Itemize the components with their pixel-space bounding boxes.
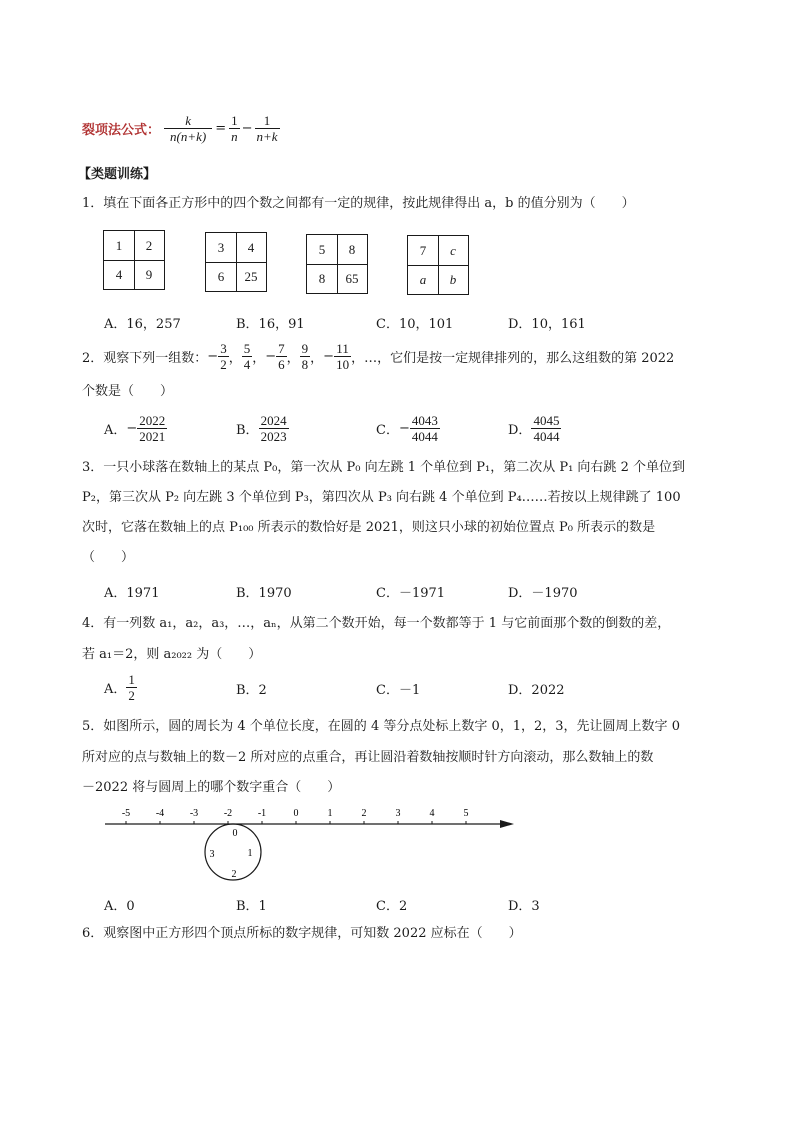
q4-line1: 4．有一列数 a₁，a₂，a₃，…，aₙ，从第二个数开始，每一个数都等于 1 与它前面那个数的倒数的差， — [82, 616, 671, 631]
q1-text: 1．填在下面各正方形中的四个数之间都有一定的规律，按此规律得出 a，b 的值分别为（ ） — [82, 196, 635, 211]
q2-opt-b-den: 2023 — [260, 428, 287, 444]
q1-s4-br: b — [449, 271, 457, 287]
q1-s3-tr: 8 — [348, 241, 356, 257]
q5-tick-label: -1 — [257, 808, 267, 819]
q2-option-b[interactable] — [236, 410, 289, 446]
q5-axis-ticks — [122, 808, 469, 824]
q2-opt-b-label: B． — [236, 422, 259, 438]
q1-square-2 — [205, 232, 267, 292]
q5-line2: 所对应的点与数轴上的数－2 所对应的点重合，再让圆沿着数轴按顺时针方向滚动，那么数轴上的数 — [82, 750, 654, 765]
q5-option-b[interactable]: B．1 — [236, 899, 267, 914]
q2-option-d[interactable] — [508, 410, 561, 446]
q5-tick-label: 2 — [361, 808, 367, 819]
q1-option-c[interactable]: C．10，101 — [376, 317, 454, 332]
q1-s1-tr: 2 — [145, 237, 153, 253]
formula-t1-den: n — [231, 128, 238, 144]
formula-label: 裂项法公式： — [82, 122, 161, 138]
section-title: 【类题训练】 — [78, 167, 157, 182]
q1-s1-bl: 4 — [115, 266, 123, 282]
q2-seq-2-num: 5 — [243, 340, 251, 356]
q2-seq-4-num: 9 — [301, 340, 309, 356]
q5-tick-label: -5 — [121, 808, 131, 819]
q2-opt-b-num: 2024 — [260, 412, 287, 428]
q2-opt-d-num: 4045 — [533, 412, 560, 428]
q2-opt-a-label: A． — [104, 422, 127, 438]
q2-opt-a-frac — [137, 413, 167, 444]
q2-opt-d-frac — [531, 413, 561, 444]
formula-t1-num: 1 — [231, 112, 238, 128]
q2-seq-1-sign: − — [207, 348, 219, 364]
q2-seq-sep: ， — [286, 350, 300, 366]
q4-option-d[interactable]: D．2022 — [508, 683, 565, 698]
q5-number-line-figure — [100, 800, 520, 890]
q2-seq-3-sign: − — [265, 348, 277, 364]
q2-seq-2-den: 4 — [243, 356, 251, 372]
q5-circle-label-left: 3 — [209, 849, 215, 860]
q3-line4: （ ） — [82, 550, 135, 565]
q2-seq-sep: ， — [310, 350, 324, 366]
q5-option-c[interactable]: C．2 — [376, 899, 408, 914]
q2-seq-sep: ， — [228, 350, 242, 366]
q1-s2-bl: 6 — [217, 268, 225, 284]
q3-line3: 次时，它落在数轴上的点 P₁₀₀ 所表示的数恰好是 2021，则这只小球的初始位置点 P₀ 所表示的数是 — [82, 520, 656, 535]
q2-opt-c-frac — [410, 413, 440, 444]
q2-option-a[interactable] — [104, 410, 167, 446]
q2-seq-1-num: 3 — [220, 340, 227, 356]
q4-opt-a-num: 1 — [128, 671, 135, 687]
q5-option-d[interactable]: D．3 — [508, 899, 540, 914]
q6-text: 6．观察图中正方形四个顶点所标的数字规律，可知数 2022 应标在（ ） — [82, 926, 522, 941]
formula-t2-den: n+k — [256, 128, 278, 144]
q4-option-c[interactable]: C．－1 — [376, 683, 421, 698]
q5-tick-label: 5 — [463, 808, 469, 819]
q1-s4-bl: a — [419, 271, 427, 287]
q5-tick-label: 4 — [429, 808, 435, 819]
q2-seq-5-den: 10 — [336, 356, 350, 372]
q1-option-a[interactable]: A．16，257 — [104, 317, 181, 332]
q5-tick-label: 1 — [327, 808, 333, 819]
q1-s3-br: 65 — [345, 270, 359, 286]
q3-line1: 3．一只小球落在数轴上的某点 P₀，第一次从 P₀ 向左跳 1 个单位到 P₁，第二次从 P₁ 向右跳 2 个单位到 — [82, 460, 685, 475]
q2-opt-d-label: D． — [508, 422, 532, 438]
q2-seq-2 — [242, 341, 253, 372]
q2-opt-b-frac — [259, 413, 289, 444]
q3-option-b[interactable]: B．1970 — [236, 586, 292, 601]
q2-opt-a-num: 2022 — [139, 412, 166, 428]
q4-opt-a-den: 2 — [128, 687, 135, 703]
q5-line3: －2022 将与圆周上的哪个数字重合（ ） — [82, 780, 341, 795]
q4-option-b[interactable]: B．2 — [236, 683, 267, 698]
q5-circle-label-right: 1 — [247, 848, 253, 859]
q1-square-4 — [407, 235, 469, 295]
q2-opt-c-num: 4043 — [411, 412, 438, 428]
q2-opt-c-label: C． — [376, 422, 399, 438]
q2-seq-3-num: 7 — [278, 340, 285, 356]
q1-option-d[interactable]: D．10，161 — [508, 317, 586, 332]
q4-option-a[interactable] — [104, 670, 137, 704]
q2-seq-3-den: 6 — [278, 356, 285, 372]
q2-prefix: 2．观察下列一组数： — [82, 350, 208, 366]
formula-term2 — [255, 113, 280, 144]
q5-circle-label-top: 0 — [232, 828, 238, 839]
q5-tick-label: 3 — [395, 808, 401, 819]
q1-option-b[interactable]: B．16，91 — [236, 317, 305, 332]
q1-s1-br: 9 — [145, 266, 153, 282]
formula-lhs-num: k — [185, 112, 191, 128]
q2-seq-5-num: 11 — [336, 340, 349, 356]
q3-option-d[interactable]: D．－1970 — [508, 586, 578, 601]
q5-tick-label: -4 — [155, 808, 165, 819]
q2-seq-1 — [218, 341, 229, 372]
q5-tick-label: -3 — [189, 808, 199, 819]
formula-lhs — [164, 113, 212, 144]
q2-seq-5 — [334, 341, 351, 372]
q5-option-a[interactable]: A．0 — [104, 899, 135, 914]
q4-line2: 若 a₁＝2，则 a₂₀₂₂ 为（ ） — [82, 647, 262, 662]
q2-seq-1-den: 2 — [220, 356, 227, 372]
q2-line2: 个数是（ ） — [82, 384, 174, 399]
q3-line2: P₂，第三次从 P₂ 向左跳 3 个单位到 P₃，第四次从 P₃ 向右跳 4 个单位到 P₄……若按以上规律跳了 100 — [82, 490, 681, 505]
q2-suffix: ，…，它们是按一定规律排列的，那么这组数的第 2022 — [351, 350, 675, 366]
q1-s4-tl: 7 — [419, 242, 427, 258]
formula-line — [82, 108, 280, 148]
q2-opt-a-sign: − — [126, 420, 138, 436]
q2-line1 — [82, 339, 674, 373]
q2-opt-d-den: 4044 — [533, 428, 560, 444]
q2-seq-3 — [276, 341, 287, 372]
q1-s4-tr: c — [450, 242, 456, 258]
formula-term1 — [229, 113, 240, 144]
q2-seq-4-den: 8 — [301, 356, 309, 372]
q1-square-3 — [306, 234, 368, 294]
q1-s2-tr: 4 — [247, 239, 255, 255]
q2-opt-a-den: 2021 — [139, 428, 166, 444]
q1-s3-bl: 8 — [318, 270, 326, 286]
q4-opt-a-label: A． — [104, 681, 127, 697]
q5-circle-label-bottom: 2 — [231, 869, 237, 880]
q3-option-c[interactable]: C．－1971 — [376, 586, 446, 601]
formula-eq: = — [215, 120, 227, 136]
q1-s2-tl: 3 — [217, 239, 225, 255]
q1-s3-tl: 5 — [318, 241, 326, 257]
q3-option-a[interactable]: A．1971 — [104, 586, 160, 601]
q2-seq-sep: ， — [252, 350, 266, 366]
q1-s2-br: 25 — [244, 268, 258, 284]
formula-lhs-den: n(n+k) — [164, 128, 212, 144]
q2-seq-4 — [300, 341, 311, 372]
q2-opt-c-sign: − — [398, 420, 410, 436]
q2-seq-5-sign: − — [323, 348, 335, 364]
formula-t2-num: 1 — [263, 112, 271, 128]
q5-tick-label: -2 — [223, 808, 233, 819]
q4-opt-a-frac — [126, 672, 137, 703]
q1-s1-tl: 1 — [115, 237, 123, 253]
q5-tick-label: 0 — [293, 808, 299, 819]
q2-option-c[interactable] — [376, 410, 440, 446]
formula-minus: − — [241, 120, 253, 136]
q5-line1: 5．如图所示，圆的周长为 4 个单位长度，在圆的 4 等分点处标上数字 0，1，2，3，先让圆周上数字 0 — [82, 719, 680, 734]
q5-axis-arrow-icon — [500, 820, 514, 828]
q1-square-1 — [103, 230, 165, 290]
q2-opt-c-den: 4044 — [411, 428, 438, 444]
